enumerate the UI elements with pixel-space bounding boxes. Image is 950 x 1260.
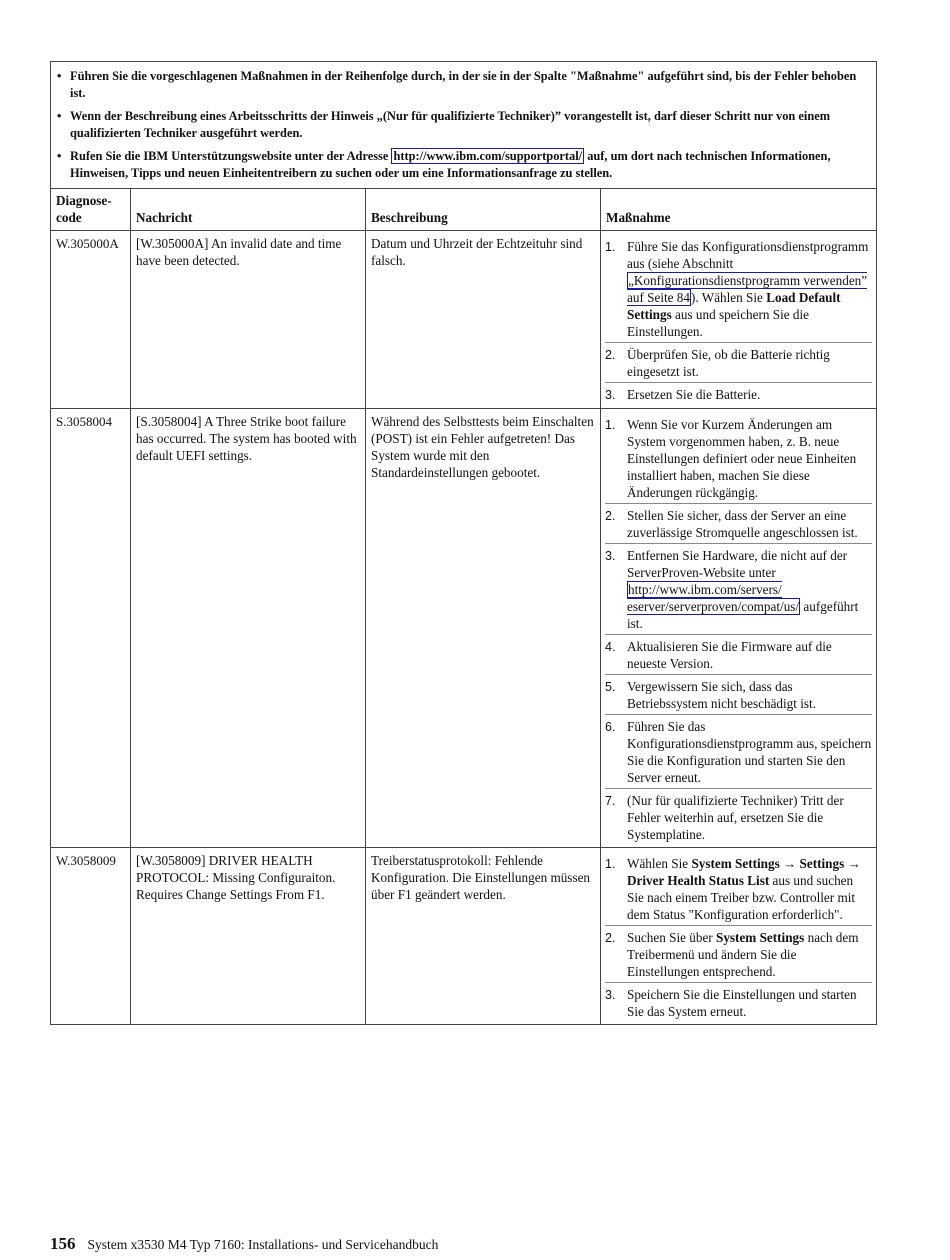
action-step: [605, 789, 872, 845]
support-portal-link[interactable]: http://www.ibm.com/supportportal/: [393, 149, 583, 163]
action-step: [605, 504, 872, 544]
step-text: [627, 346, 872, 380]
step-text: [627, 547, 872, 632]
action-step: [605, 343, 872, 383]
message-cell: [W.305000A] An invalid date and time have been detected.: [131, 231, 366, 409]
description-cell: Treiberstatusprotokoll: Fehlende Konfiguration. Die Einstellungen müssen über F1 geändert werden.: [366, 848, 601, 1025]
notes-box: [51, 62, 877, 189]
step-text-part: Ersetzen Sie die Batterie.: [627, 387, 761, 402]
bullet-icon: •: [57, 109, 62, 123]
table-row: [51, 409, 877, 848]
step-text-part: Suchen Sie über: [627, 930, 716, 945]
step-text: [627, 386, 872, 404]
message-cell: [S.3058004] A Three Strike boot failure has occurred. The system has booted with default UEFI settings.: [131, 409, 366, 848]
step-text-part: aus und speichern Sie die Einstellungen.: [627, 307, 810, 339]
note-item: [57, 68, 868, 102]
step-number: 2.: [605, 509, 616, 523]
step-number: 2.: [605, 348, 616, 362]
action-step: [605, 852, 872, 926]
step-text: [627, 678, 872, 712]
action-cell: [601, 409, 877, 848]
page-footer: [50, 1234, 438, 1254]
step-text-part: nach dem Treibermenü und ändern Sie die Einstellungen entsprechend.: [627, 930, 859, 979]
step-text: [627, 416, 872, 501]
step-text-part: ). Wählen Sie: [691, 290, 767, 305]
header-action: Maßnahme: [601, 189, 877, 231]
step-emphasis: Load Default Settings: [627, 290, 841, 322]
note-text: Führen Sie die vorgeschlagenen Maßnahmen in der Reihenfolge durch, in der sie in der Spalte "Maßnahme" aufgeführt sind, bis der Fehler behoben ist.: [70, 69, 857, 100]
table-row: [51, 231, 877, 409]
table-body: [51, 231, 877, 1025]
step-emphasis: System Settings: [716, 930, 805, 945]
step-text: [627, 792, 872, 843]
note-text: Wenn der Beschreibung eines Arbeitsschritts der Hinweis „(Nur für qualifizierte Techniker)” vorangestellt ist, darf dieser Schritt nur von einem qualifizierten Techniker ausgeführt werden.: [70, 109, 831, 140]
action-step: [605, 635, 872, 675]
document-title: System x3530 M4 Typ 7160: Installations- und Servicehandbuch: [87, 1237, 439, 1252]
step-text: [627, 638, 872, 672]
table-row: [51, 848, 877, 1025]
action-step: [605, 926, 872, 983]
step-text: [627, 986, 872, 1020]
step-text-part: Entfernen Sie Hardware, die nicht auf der ServerProven-Website unter: [627, 548, 848, 580]
table-header-row: [51, 189, 877, 231]
step-text-part: Wenn Sie vor Kurzem Änderungen am System vorgenommen haben, z. B. neue Einstellungen definiert oder neue Einheiten installiert haben, machen Sie diese Änderungen rückgängig.: [627, 417, 857, 500]
action-steps: [605, 852, 872, 1022]
step-text-part: Stellen Sie sicher, dass der Server an eine zuverlässige Stromquelle angeschlossen ist.: [627, 508, 858, 540]
action-step: [605, 983, 872, 1022]
bullet-icon: •: [57, 149, 62, 163]
action-steps: [605, 235, 872, 406]
action-step: [605, 235, 872, 343]
message-cell: [W.3058009] DRIVER HEALTH PROTOCOL: Missing Configuraiton. Requires Change Settings From F1.: [131, 848, 366, 1025]
step-text-part: Aktualisieren Sie die Firmware auf die neueste Version.: [627, 639, 832, 671]
diagnose-code-cell: W.305000A: [51, 231, 131, 409]
action-step: [605, 383, 872, 406]
action-steps: [605, 413, 872, 845]
notes-list: [57, 68, 868, 182]
step-text-part: aus und suchen Sie nach einem Treiber bzw. Controller mit dem Status "Konfiguration erforderlich".: [627, 873, 856, 922]
action-step: [605, 715, 872, 789]
step-text: [627, 507, 872, 541]
step-number: 3.: [605, 388, 616, 402]
step-text-part: Führen Sie das Konfigurationsdienstprogramm aus, speichern Sie die Konfiguration und starten Sie den Server erneut.: [627, 719, 872, 785]
step-text-part: (Nur für qualifizierte Techniker) Tritt der Fehler weiterhin auf, ersetzen Sie die Systemplatine.: [627, 793, 844, 842]
step-text: [627, 929, 872, 980]
step-text-part: Führe Sie das Konfigurationsdienstprogramm aus (siehe Abschnitt: [627, 239, 869, 271]
step-number: 5.: [605, 680, 616, 694]
step-number: 7.: [605, 794, 616, 808]
step-text-part: Speichern Sie die Einstellungen und starten Sie das System erneut.: [627, 987, 857, 1019]
step-emphasis: System Settings → Settings → Driver Health Status List: [627, 856, 861, 888]
step-number: 3.: [605, 549, 616, 563]
action-cell: [601, 231, 877, 409]
step-text: [627, 238, 872, 340]
diagnose-code-cell: W.3058009: [51, 848, 131, 1025]
cross-reference-link[interactable]: http://www.ibm.com/servers/ eserver/serverproven/compat/us/: [627, 582, 800, 614]
step-text-part: Wählen Sie: [627, 856, 692, 871]
action-step: [605, 544, 872, 635]
cross-reference-link[interactable]: „Konfigurationsdienstprogramm verwenden” auf Seite 84: [627, 273, 868, 305]
description-cell: Datum und Uhrzeit der Echtzeituhr sind falsch.: [366, 231, 601, 409]
step-number: 6.: [605, 720, 616, 734]
page-number: 156: [50, 1234, 76, 1253]
header-message: Nachricht: [131, 189, 366, 231]
diagnose-code-cell: S.3058004: [51, 409, 131, 848]
step-number: 1.: [605, 240, 616, 254]
description-cell: Während des Selbsttests beim Einschalten (POST) ist ein Fehler aufgetreten! Das System wurde mit den Standardeinstellungen gebootet.: [366, 409, 601, 848]
step-number: 4.: [605, 640, 616, 654]
action-step: [605, 675, 872, 715]
step-text-part: aufgeführt ist.: [627, 599, 859, 631]
step-number: 3.: [605, 988, 616, 1002]
action-cell: [601, 848, 877, 1025]
step-number: 2.: [605, 931, 616, 945]
step-text: [627, 718, 872, 786]
step-number: 1.: [605, 857, 616, 871]
step-text: [627, 855, 872, 923]
note-text-after: auf, um dort nach technischen Informationen, Hinweisen, Tipps und neuen Einheitentreibern zu suchen oder um eine Informationsanfrage zu stellen.: [70, 149, 831, 180]
header-description: Beschreibung: [366, 189, 601, 231]
bullet-icon: •: [57, 69, 62, 83]
note-item: [57, 148, 868, 182]
step-text-part: Vergewissern Sie sich, dass das Betriebssystem nicht beschädigt ist.: [627, 679, 816, 711]
note-item: [57, 108, 868, 142]
step-text-part: Überprüfen Sie, ob die Batterie richtig eingesetzt ist.: [627, 347, 830, 379]
note-text-before: Rufen Sie die IBM Unterstützungswebsite unter der Adresse: [70, 149, 392, 163]
action-step: [605, 413, 872, 504]
header-code: Diagnose-code: [51, 189, 131, 231]
error-code-table: [50, 61, 877, 1025]
step-number: 1.: [605, 418, 616, 432]
